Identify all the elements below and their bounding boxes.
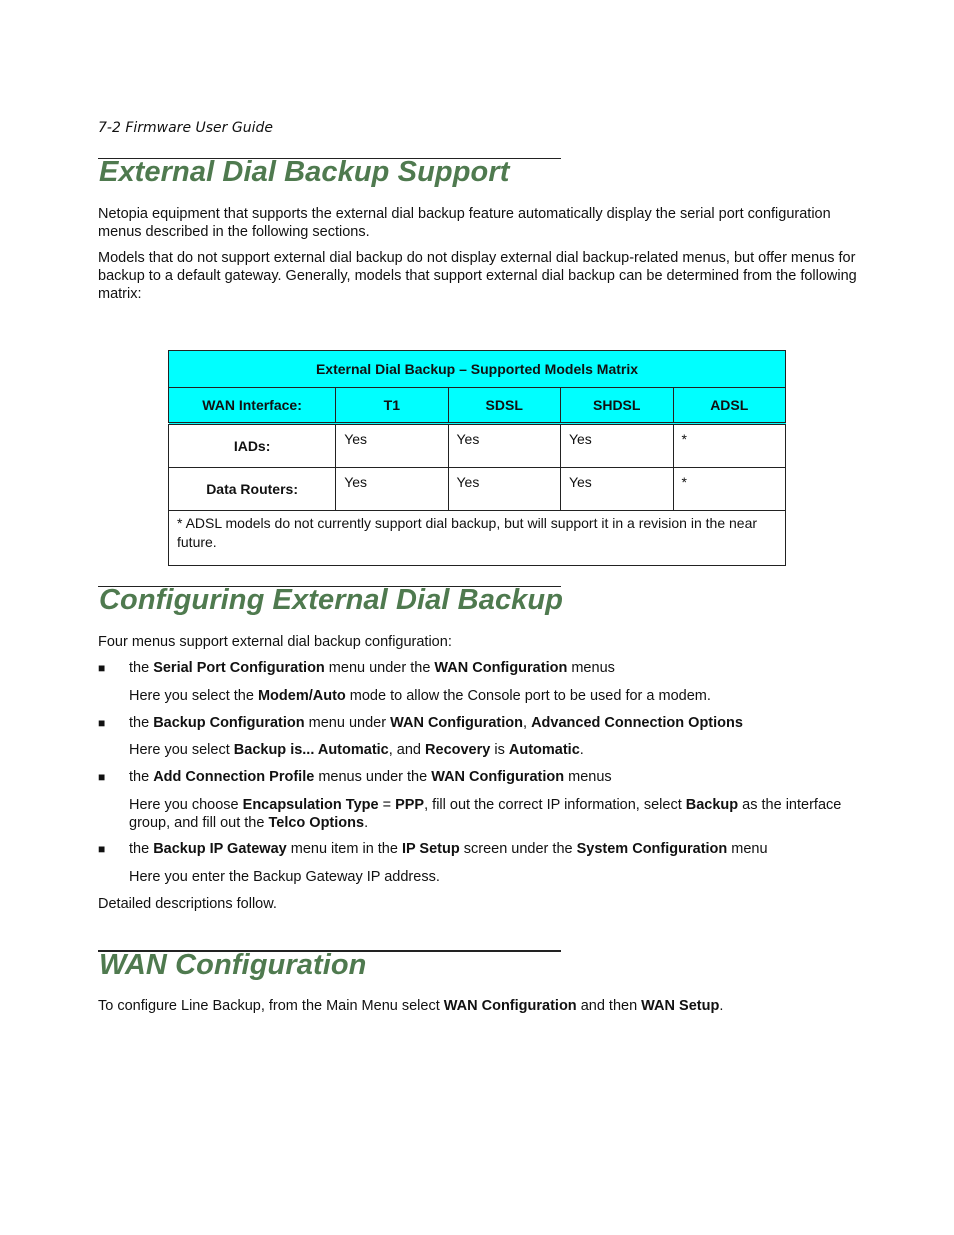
table-cell: * [673,424,786,468]
table-footnote: * ADSL models do not currently support dial backup, but will support it in a revision in the near future. [169,511,786,566]
table-header: SHDSL [560,388,673,424]
bullet-square-icon: ■ [98,716,106,730]
paragraph: Detailed descriptions follow. [98,896,277,912]
table-header: WAN Interface: [169,388,336,424]
table-cell: Yes [448,424,560,468]
table-cell: Yes [336,424,448,468]
table-header: T1 [336,388,448,424]
heading-wan-configuration: WAN Configuration [99,949,367,981]
paragraph: To configure Line Backup, from the Main Menu select WAN Configuration and then WAN Setup. [98,998,724,1014]
running-head: 7-2 Firmware User Guide [98,120,273,136]
list-item-detail: Here you select Backup is... Automatic, and Recovery is Automatic. [129,742,584,758]
paragraph: Four menus support external dial backup configuration: [98,634,452,650]
table-cell: Yes [560,468,673,511]
list-item-detail: Here you select the Modem/Auto mode to allow the Console port to be used for a modem. [129,688,711,704]
table-cell: * [673,468,786,511]
heading-configuring-external-dial-backup: Configuring External Dial Backup [99,584,564,616]
table-row [169,468,786,511]
bullet-square-icon: ■ [98,770,106,784]
heading-external-dial-backup-support: External Dial Backup Support [99,156,510,188]
table-header: ADSL [673,388,786,424]
list-item-detail: Here you enter the Backup Gateway IP address. [129,869,440,885]
supported-models-matrix [168,350,786,566]
table-cell: Yes [448,468,560,511]
row-label: IADs: [169,424,336,468]
paragraph: Netopia equipment that supports the external dial backup feature automatically display the serial port configuration menus described in the following sections. [98,206,831,240]
row-label: Data Routers: [169,468,336,511]
bullet-square-icon: ■ [98,661,106,675]
table-cell: Yes [560,424,673,468]
paragraph: Models that do not support external dial backup do not display external dial backup-related menus, but offer menus for backup to a default gateway. Generally, models that support external dial backup can be determined from the following matrix: [98,250,857,302]
table-cell: Yes [336,468,448,511]
table-title: External Dial Backup – Supported Models Matrix [169,351,786,388]
bullet-square-icon: ■ [98,842,106,856]
table-row [169,424,786,468]
table-header: SDSL [448,388,560,424]
list-item-detail: Here you choose Encapsulation Type = PPP, fill out the correct IP information, select Backup as the interface group, and fill out the Telco Options. [129,797,842,831]
